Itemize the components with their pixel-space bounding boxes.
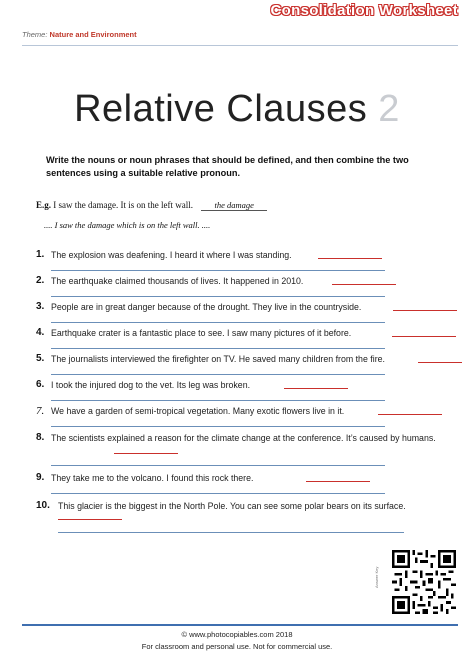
- theme-value: Nature and Environment: [49, 30, 137, 39]
- example-sentence: I saw the damage. It is on the left wall.: [53, 200, 193, 210]
- answer-key-caption: Answer Key: [374, 566, 379, 588]
- example-answer: the damage: [201, 200, 267, 211]
- title-number: 2: [378, 88, 400, 130]
- noun-answer-line[interactable]: [332, 284, 396, 285]
- header-divider: [22, 45, 458, 46]
- sentence-answer-line[interactable]: [51, 296, 385, 297]
- example-label: E.g.: [36, 200, 52, 210]
- item-number: 7.: [36, 405, 45, 417]
- noun-answer-line[interactable]: [418, 362, 462, 363]
- item-text: People are in great danger because of the drought. They live in the countryside.: [51, 302, 362, 312]
- noun-answer-line[interactable]: [318, 258, 382, 259]
- item-text: Earthquake crater is a fantastic place to see. I saw many pictures of it before.: [51, 328, 352, 338]
- item-text: I took the injured dog to the vet. Its leg was broken.: [51, 380, 251, 390]
- noun-answer-line[interactable]: [114, 453, 178, 454]
- sentence-answer-line[interactable]: [51, 493, 385, 494]
- item-text: We have a garden of semi-tropical vegetation. Many exotic flowers live in it.: [51, 406, 345, 416]
- item-number: 9.: [36, 472, 45, 483]
- qr-code-icon[interactable]: [392, 550, 456, 614]
- sentence-answer-line[interactable]: [51, 400, 385, 401]
- sentence-answer-line[interactable]: [51, 465, 385, 466]
- page-title: Relative Clauses 2: [74, 88, 400, 130]
- noun-answer-line[interactable]: [306, 481, 370, 482]
- header: [0, 0, 474, 48]
- example-combined: .... I saw the damage which is on the left wall. ....: [44, 220, 211, 230]
- noun-answer-line[interactable]: [393, 310, 457, 311]
- item-text: This glacier is the biggest in the North Pole. You can see some polar bears on its surface.: [58, 501, 406, 511]
- sentence-answer-line[interactable]: [51, 322, 385, 323]
- item-text: They take me to the volcano. I found this rock there.: [51, 473, 254, 483]
- item-number: 1.: [36, 249, 45, 260]
- item-text: The earthquake claimed thousands of lives. It happened in 2010.: [51, 276, 304, 286]
- item-number: 8.: [36, 432, 45, 443]
- item-number: 6.: [36, 379, 45, 390]
- footer-usage-note: For classroom and personal use. Not for commercial use.: [141, 642, 333, 651]
- item-number: 5.: [36, 353, 45, 364]
- item-number: 10.: [36, 500, 50, 511]
- item-text: The explosion was deafening. I heard it where I was standing.: [51, 250, 292, 260]
- item-number: 4.: [36, 327, 45, 338]
- sentence-answer-line[interactable]: [58, 532, 404, 533]
- item-text: The journalists interviewed the firefighter on TV. He saved many children from the fire.: [51, 354, 385, 364]
- footer-copyright: © www.photocopiables.com 2018: [181, 630, 293, 639]
- item-number: 3.: [36, 301, 45, 312]
- item-number: 2.: [36, 275, 45, 286]
- sentence-answer-line[interactable]: [51, 348, 385, 349]
- sentence-answer-line[interactable]: [51, 374, 385, 375]
- item-text: The scientists explained a reason for the climate change at the conference. It’s caused by humans.: [51, 433, 436, 443]
- example-line: [36, 200, 267, 211]
- noun-answer-line[interactable]: [378, 414, 442, 415]
- footer-divider: [22, 624, 458, 626]
- theme-label: Theme: Nature and Environment: [22, 30, 137, 39]
- noun-answer-line[interactable]: [58, 519, 122, 520]
- noun-answer-line[interactable]: [392, 336, 456, 337]
- noun-answer-line[interactable]: [284, 388, 348, 389]
- consolidation-badge: Consolidation Worksheet: [270, 2, 458, 19]
- instructions: Write the nouns or noun phrases that should be defined, and then combine the two sentences using a suitable relative pronoun.: [46, 155, 409, 178]
- sentence-answer-line[interactable]: [51, 270, 385, 271]
- sentence-answer-line[interactable]: [51, 426, 385, 427]
